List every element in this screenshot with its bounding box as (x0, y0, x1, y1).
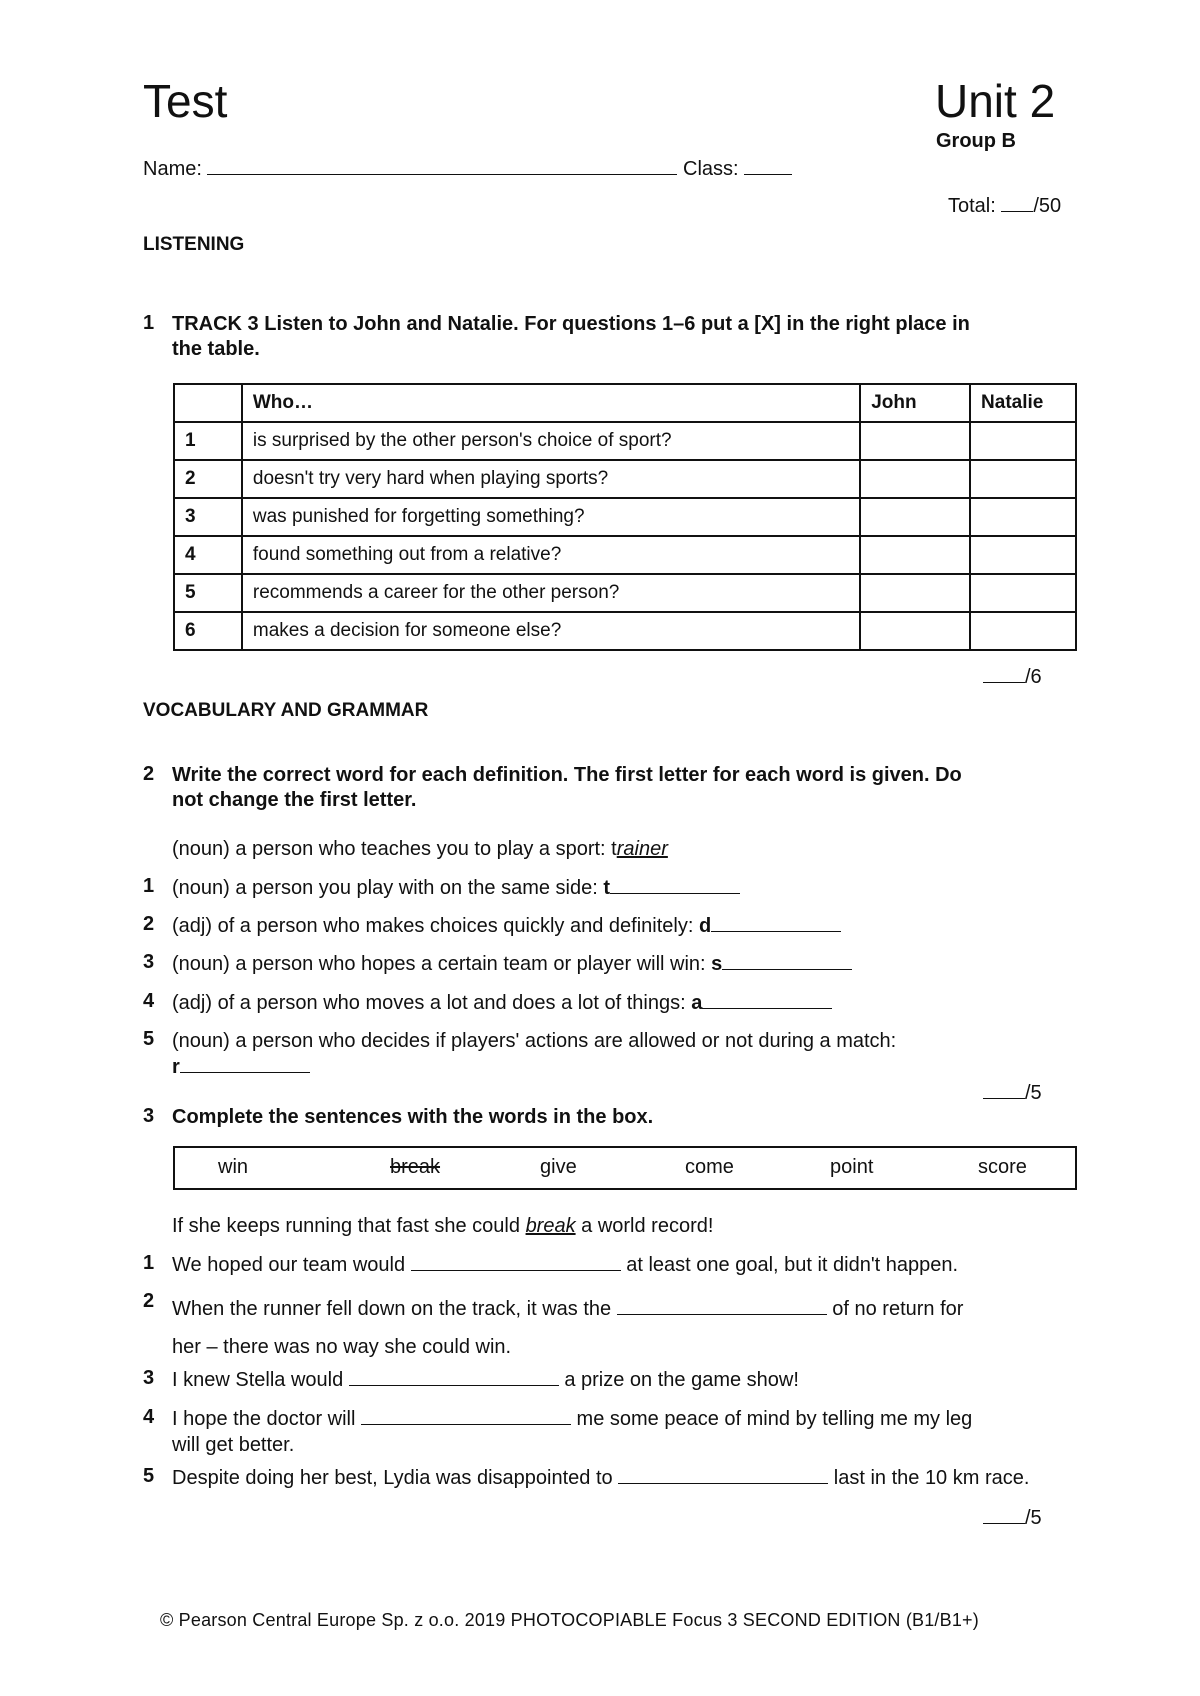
task2-example (172, 836, 668, 862)
task-number: 2 (143, 763, 155, 785)
sentence-text: last in the 10 km race. (828, 1467, 1030, 1489)
john-cell[interactable] (860, 612, 970, 650)
class-label: Class: (683, 158, 739, 180)
task3-score (983, 1505, 1042, 1530)
row-question: makes a decision for someone else? (242, 612, 860, 650)
item-number: 1 (143, 1252, 155, 1274)
task-number: 3 (143, 1105, 155, 1127)
row-question: is surprised by the other person's choice of sport? (242, 422, 860, 460)
first-letter: r (172, 1056, 180, 1079)
word-box (173, 1146, 1077, 1190)
sentence-text: a prize on the game show! (558, 1369, 799, 1391)
natalie-cell[interactable] (970, 460, 1076, 498)
first-letter: a (691, 992, 703, 1014)
name-label: Name: (143, 158, 202, 180)
sentence-item (172, 1406, 972, 1459)
table-row (174, 536, 1076, 574)
table-row (174, 422, 1076, 460)
table-header-row (174, 384, 1076, 422)
total-max: /50 (1033, 195, 1062, 217)
table-header: Who… (242, 384, 860, 422)
first-letter: d (698, 915, 712, 937)
word-box-item: give (540, 1156, 577, 1178)
vocab-heading: VOCABULARY AND GRAMMAR (143, 700, 429, 721)
natalie-cell[interactable] (970, 422, 1076, 460)
sentence-text: at least one goal, but it didn't happen. (620, 1254, 959, 1276)
word-box-item: point (830, 1156, 874, 1178)
definition-item (172, 913, 841, 939)
sentence-text: Despite doing her best, Lydia was disappointed to (172, 1467, 619, 1489)
item-number: 4 (143, 1406, 155, 1428)
natalie-cell[interactable] (970, 536, 1076, 574)
score-blank[interactable] (983, 664, 1025, 683)
sentence-item (172, 1367, 799, 1393)
definition-item (172, 990, 832, 1016)
answer-blank[interactable] (610, 875, 740, 894)
sentence-text: I hope the doctor will (172, 1408, 361, 1430)
definition-text: (adj) of a person who moves a lot and does a lot of things: (172, 992, 692, 1014)
item-number: 5 (143, 1028, 155, 1050)
task-number: 1 (143, 312, 155, 334)
score-max: /6 (1025, 666, 1042, 688)
sentence-text: I knew Stella would (172, 1369, 349, 1391)
example-text: If she keeps running that fast she could (172, 1215, 526, 1237)
example-answer: break (525, 1215, 576, 1237)
table-row (174, 574, 1076, 612)
item-number: 2 (143, 913, 155, 935)
john-cell[interactable] (860, 498, 970, 536)
instruction-line: Write the correct word for each definition. The first letter for each word is given. Do (172, 764, 962, 786)
task3-example (172, 1213, 713, 1239)
natalie-cell[interactable] (970, 574, 1076, 612)
table-header (174, 384, 242, 422)
unit-title: Unit 2 (935, 75, 1056, 127)
definition-item (172, 951, 852, 977)
natalie-cell[interactable] (970, 498, 1076, 536)
sentence-item (172, 1465, 1029, 1491)
definition-text: (noun) a person who decides if players' actions are allowed or not during a match: (172, 1030, 897, 1052)
definition-item (172, 875, 740, 901)
john-cell[interactable] (860, 422, 970, 460)
row-number: 3 (174, 498, 242, 536)
listening-heading: LISTENING (143, 234, 245, 255)
table-row (174, 612, 1076, 650)
row-number: 1 (174, 422, 242, 460)
total-label: Total: (948, 195, 996, 217)
task2-score (983, 1080, 1042, 1105)
row-number: 5 (174, 574, 242, 612)
answer-blank[interactable] (180, 1054, 310, 1073)
class-blank[interactable] (744, 156, 792, 175)
john-cell[interactable] (860, 536, 970, 574)
example-text: (noun) a person who teaches you to play a sport: (172, 838, 612, 860)
natalie-cell[interactable] (970, 612, 1076, 650)
sentence-text: will get better. (172, 1434, 295, 1457)
answer-blank[interactable] (361, 1406, 571, 1425)
listening-table (173, 383, 1077, 651)
word-box-item: come (685, 1156, 734, 1178)
task1-instruction (172, 312, 970, 362)
answer-blank[interactable] (702, 990, 832, 1009)
john-cell[interactable] (860, 460, 970, 498)
item-number: 1 (143, 875, 155, 897)
example-answer: rainer (616, 838, 668, 860)
table-header: John (860, 384, 970, 422)
task3-instruction: Complete the sentences with the words in the box. (172, 1106, 654, 1128)
word-box-item: score (978, 1156, 1027, 1178)
sentence-item (172, 1252, 958, 1278)
footer-copyright: © Pearson Central Europe Sp. z o.o. 2019 PHOTOCOPIABLE Focus 3 SECOND EDITION (B1/B1+) (160, 1610, 979, 1630)
answer-blank[interactable] (349, 1367, 559, 1386)
answer-blank[interactable] (617, 1296, 827, 1315)
item-number: 3 (143, 951, 155, 973)
sentence-item (172, 1290, 963, 1366)
row-question: found something out from a relative? (242, 536, 860, 574)
row-question: doesn't try very hard when playing sports? (242, 460, 860, 498)
row-question: was punished for forgetting something? (242, 498, 860, 536)
sentence-text: me some peace of mind by telling me my leg (571, 1408, 973, 1430)
definition-item (172, 1028, 1072, 1081)
task2-instruction (172, 763, 962, 813)
definition-text: (noun) a person you play with on the same side: (172, 877, 604, 899)
group-label: Group B (936, 130, 1016, 152)
row-number: 4 (174, 536, 242, 574)
example-letter: t (611, 838, 617, 860)
answer-blank[interactable] (411, 1252, 621, 1271)
sentence-text: of no return for (826, 1298, 964, 1320)
instruction-line: the table. (172, 338, 260, 360)
score-max: /5 (1025, 1507, 1042, 1529)
sentence-text: When the runner fell down on the track, it was the (172, 1298, 617, 1320)
john-cell[interactable] (860, 574, 970, 612)
row-number: 6 (174, 612, 242, 650)
instruction-line: not change the first letter. (172, 789, 417, 811)
listening-score (983, 664, 1042, 689)
word-box-item: win (218, 1156, 249, 1178)
score-blank[interactable] (983, 1080, 1025, 1099)
definition-text: (noun) a person who hopes a certain team or player will win: (172, 953, 712, 975)
first-letter: s (711, 953, 723, 975)
word-box-item-crossed: break (390, 1156, 441, 1178)
row-number: 2 (174, 460, 242, 498)
total-blank[interactable] (1001, 193, 1033, 212)
table-row (174, 498, 1076, 536)
answer-blank[interactable] (618, 1465, 828, 1484)
table-row (174, 460, 1076, 498)
test-title: Test (143, 75, 228, 127)
item-number: 5 (143, 1465, 155, 1487)
item-number: 2 (143, 1290, 155, 1312)
first-letter: t (603, 877, 611, 899)
score-max: /5 (1025, 1082, 1042, 1104)
sentence-text: We hoped our team would (172, 1254, 411, 1276)
answer-blank[interactable] (711, 913, 841, 932)
score-blank[interactable] (983, 1505, 1025, 1524)
example-text: a world record! (575, 1215, 714, 1237)
name-blank[interactable] (207, 156, 677, 175)
name-field[interactable] (143, 156, 792, 182)
definition-text: (adj) of a person who makes choices quickly and definitely: (172, 915, 699, 937)
sentence-text: her – there was no way she could win. (172, 1336, 512, 1358)
item-number: 4 (143, 990, 155, 1012)
instruction-line: TRACK 3 Listen to John and Natalie. For questions 1–6 put a [X] in the right place in (172, 313, 970, 335)
total-score (948, 193, 1061, 219)
table-header: Natalie (970, 384, 1076, 422)
answer-blank[interactable] (722, 951, 852, 970)
item-number: 3 (143, 1367, 155, 1389)
row-question: recommends a career for the other person? (242, 574, 860, 612)
